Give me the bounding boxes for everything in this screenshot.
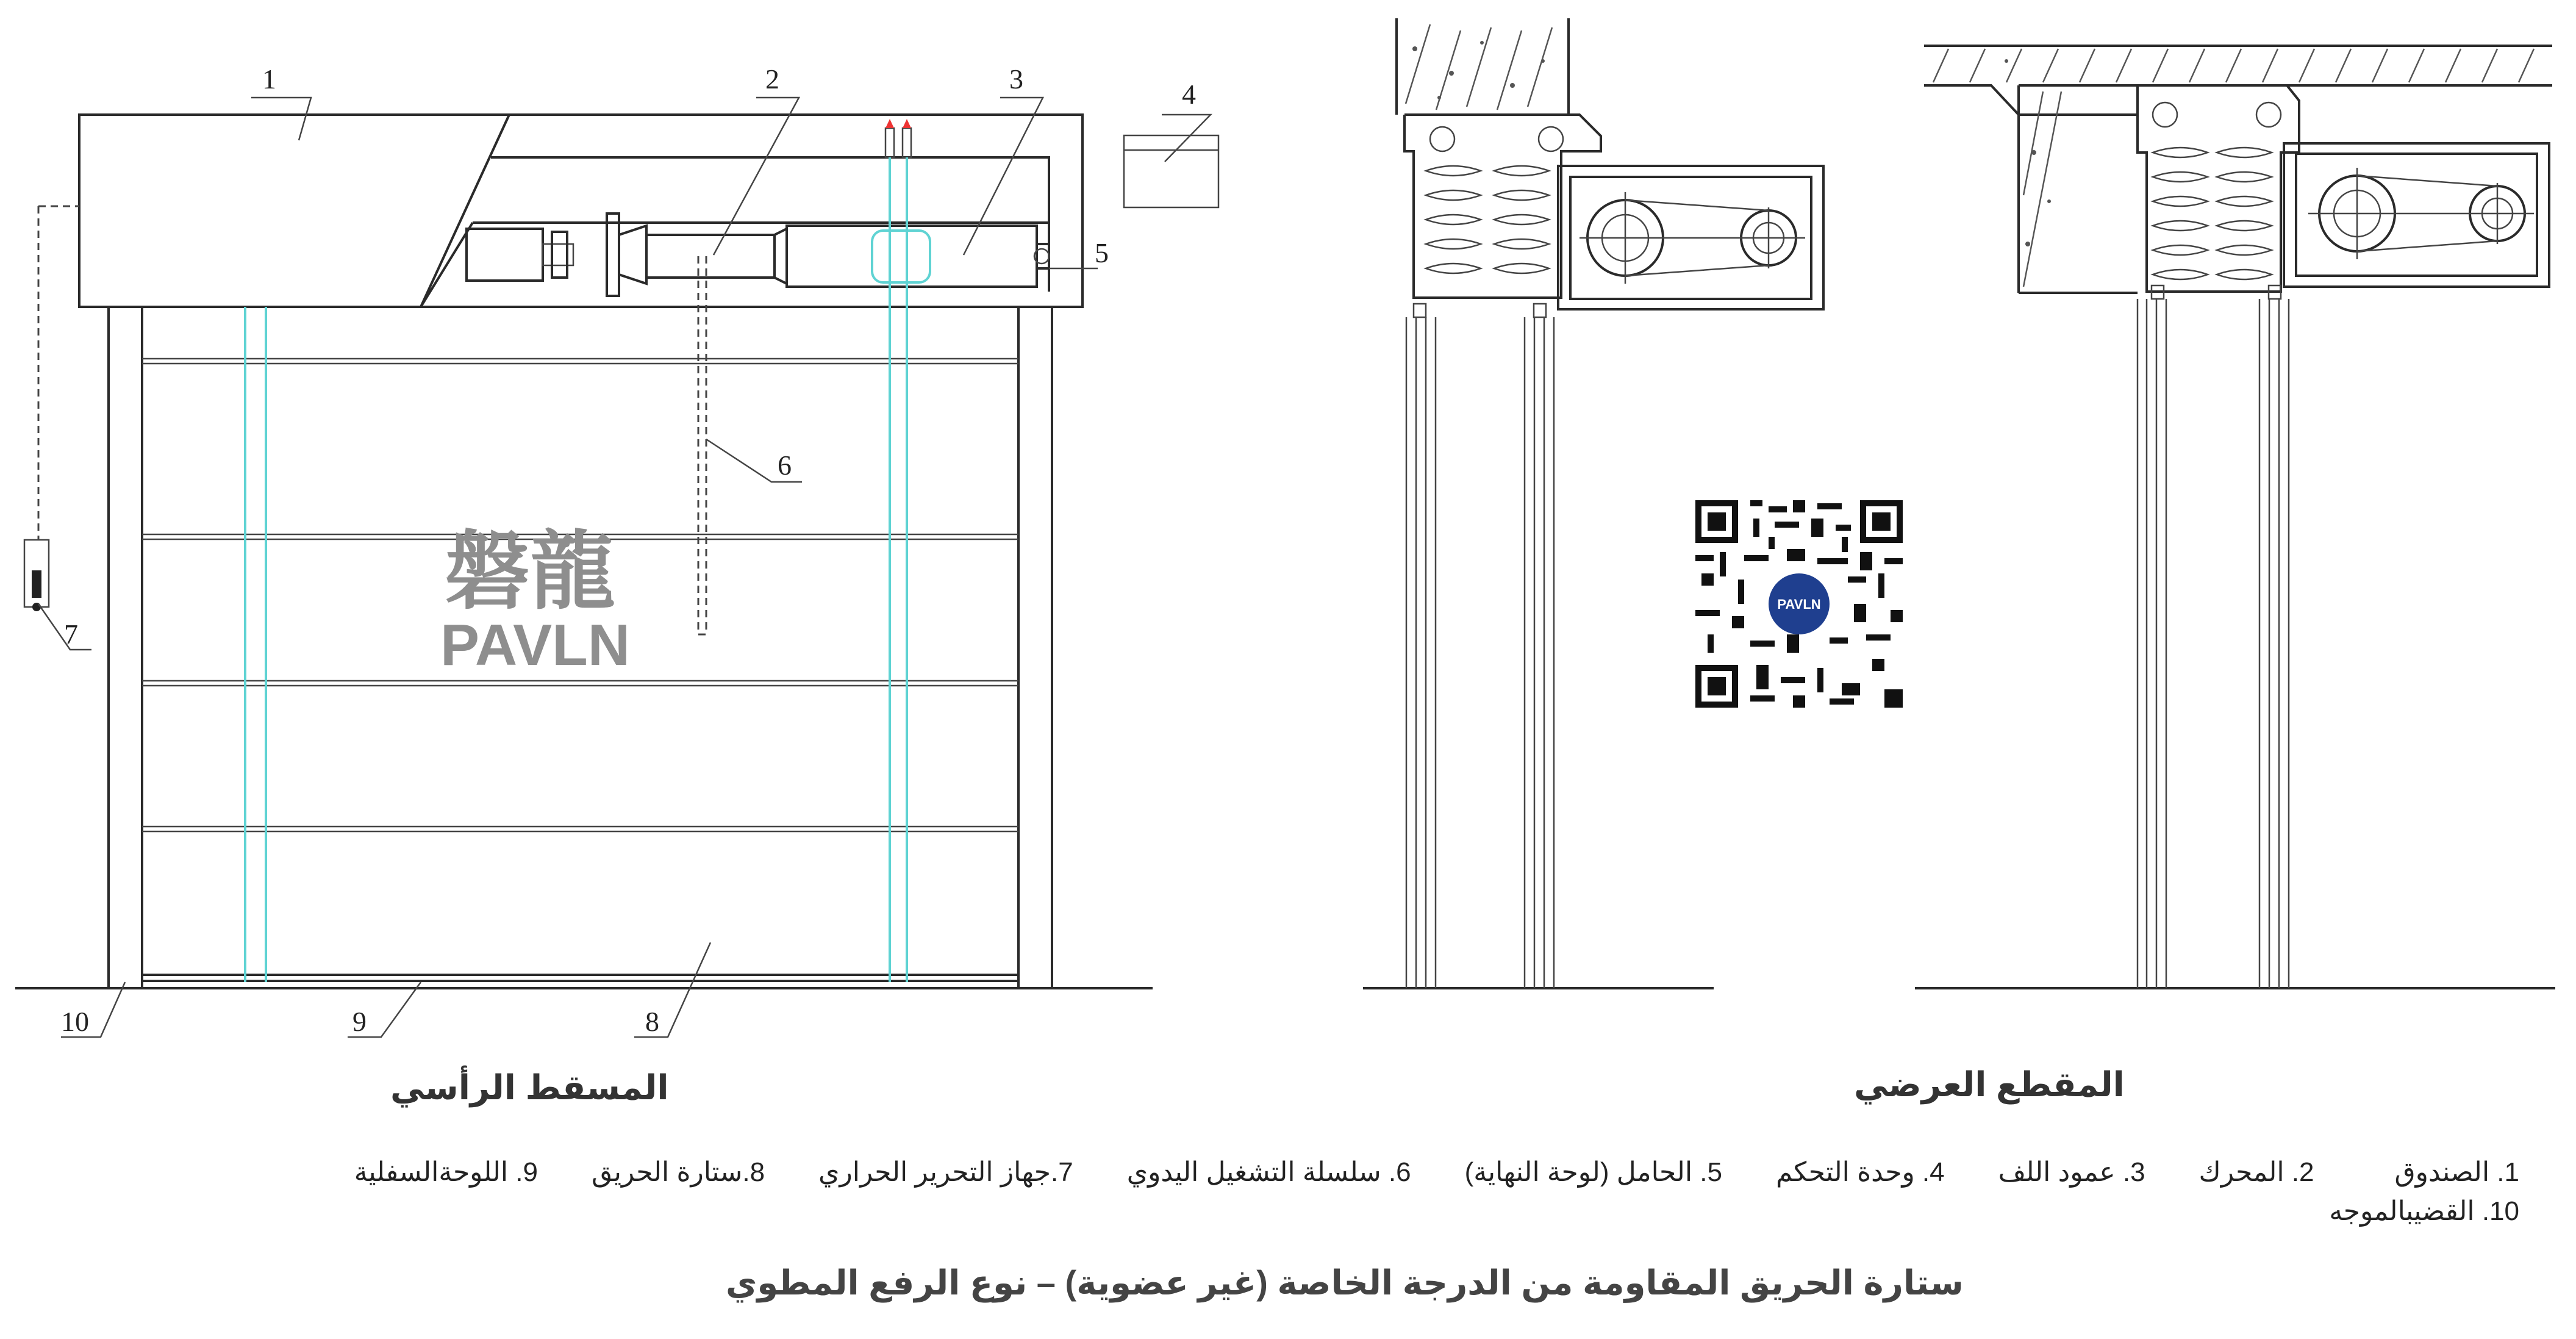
watermark-chinese: 磐龍 bbox=[445, 523, 616, 619]
elevation-view bbox=[15, 63, 1218, 1037]
callout-8: 8 bbox=[645, 1006, 659, 1037]
legend-line-1: 1. الصندوق 2. المحرك 3. عمود اللف 4. وحدة التحكم 5. الحامل (لوحة النهاية) 6. سلسلة التشغيل اليدوي 7.جهاز التحرير الحراري 8.ستارة الحريق 9. اللوحةالسفلية bbox=[354, 1157, 2519, 1187]
callout-3: 3 bbox=[1009, 63, 1023, 95]
callouts-elevation bbox=[38, 63, 1211, 1037]
qr-logo-text: PAVLN bbox=[1777, 597, 1821, 612]
callout-1: 1 bbox=[262, 63, 276, 95]
callout-6: 6 bbox=[778, 450, 792, 481]
main-title: ستارة الحريق المقاومة من الدرجة الخاصة (غير عضوية) – نوع الرفع المطوي bbox=[726, 1263, 1964, 1302]
control-unit bbox=[1124, 135, 1218, 207]
section-view-title: المقطع العرضي bbox=[1854, 1065, 2125, 1104]
callout-4: 4 bbox=[1182, 79, 1196, 110]
elevation-view-title: المسقط الرأسي bbox=[390, 1068, 669, 1107]
winding-shaft bbox=[787, 226, 1037, 287]
watermark-brand: PAVLN bbox=[440, 612, 631, 678]
section-view-2 bbox=[1915, 46, 2555, 988]
callout-2: 2 bbox=[765, 63, 779, 95]
callout-9: 9 bbox=[352, 1006, 367, 1037]
guide-rail-left bbox=[109, 307, 142, 988]
guide-rail-right bbox=[1018, 307, 1052, 988]
housing-box bbox=[79, 115, 1082, 307]
callout-10: 10 bbox=[61, 1006, 89, 1037]
callout-5: 5 bbox=[1095, 237, 1109, 268]
motor-assembly bbox=[467, 214, 1049, 296]
legend-line-2: 10. القضيبالموجه bbox=[2329, 1196, 2519, 1226]
callout-7: 7 bbox=[64, 619, 78, 650]
qr-code bbox=[1695, 500, 1903, 708]
